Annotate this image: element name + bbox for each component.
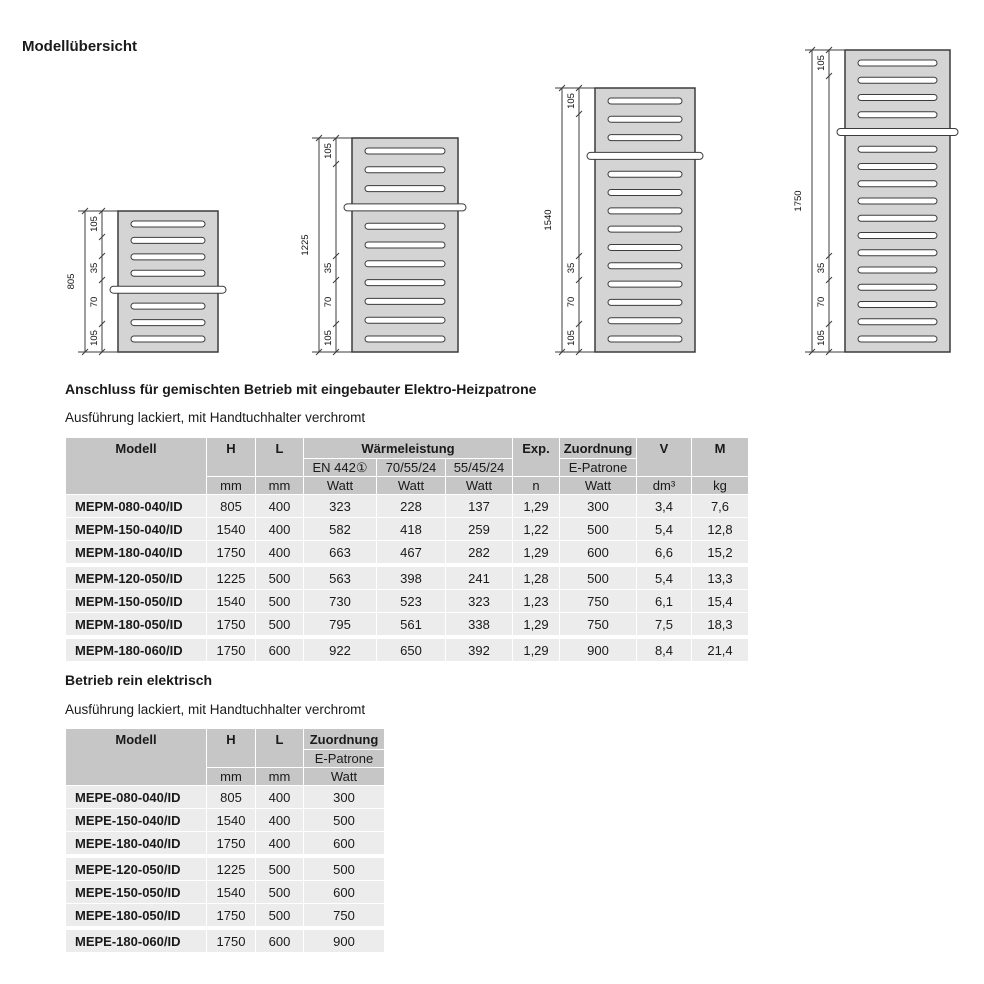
towel-bar (344, 204, 466, 211)
value-cell-ep: 900 (304, 930, 384, 952)
value-cell-w5545: 323 (446, 590, 512, 612)
mixed-operation-table-body (66, 495, 748, 661)
radiator-slot (858, 250, 937, 256)
dimension-label: 105 (323, 143, 334, 159)
value-cell-exp: 1,29 (513, 541, 559, 563)
table-row (66, 495, 748, 517)
value-cell-m: 12,8 (692, 518, 748, 540)
radiator-slot (365, 317, 445, 323)
unit-watt: Watt (446, 477, 512, 494)
value-cell-m: 7,6 (692, 495, 748, 517)
value-cell-m: 15,2 (692, 541, 748, 563)
value-cell-m: 18,3 (692, 613, 748, 635)
unit-mm: mm (256, 768, 303, 785)
radiator-slot (608, 244, 682, 250)
radiator-slot (858, 267, 937, 273)
value-cell-l: 500 (256, 613, 303, 635)
radiator-slot (131, 221, 205, 227)
radiator-slot (858, 302, 937, 308)
radiator-diagram (300, 135, 466, 355)
model-cell: MEPM-180-060/ID (66, 639, 206, 661)
table-row (66, 518, 748, 540)
col-header-modell: Modell (66, 438, 206, 494)
model-cell: MEPM-150-040/ID (66, 518, 206, 540)
value-cell-ep: 750 (560, 613, 636, 635)
radiator-slot (365, 148, 445, 154)
unit-mm: mm (207, 768, 255, 785)
value-cell-l: 400 (256, 541, 303, 563)
value-cell-w5545: 241 (446, 567, 512, 589)
group-divider (66, 855, 384, 857)
radiator-slot (131, 270, 205, 276)
unit-dm3: dm³ (637, 477, 691, 494)
table-row (66, 590, 748, 612)
value-cell-h: 1750 (207, 613, 255, 635)
radiator-slot (608, 299, 682, 305)
value-cell-ep: 750 (560, 590, 636, 612)
value-cell-h: 1540 (207, 809, 255, 831)
table-row (66, 541, 748, 563)
radiator-slot (858, 233, 937, 239)
value-cell-ep: 900 (560, 639, 636, 661)
value-cell-ep: 500 (560, 567, 636, 589)
col-header-l: L (256, 438, 303, 476)
section1-heading: Anschluss für gemischten Betrieb mit eingebauter Elektro-Heizpatrone (65, 381, 537, 397)
value-cell-m: 21,4 (692, 639, 748, 661)
value-cell-ep: 500 (560, 518, 636, 540)
radiator-slot (608, 116, 682, 122)
value-cell-w5545: 282 (446, 541, 512, 563)
table-row (66, 904, 384, 926)
section2-subheading: Ausführung lackiert, mit Handtuchhalter verchromt (65, 702, 366, 717)
value-cell-h: 1540 (207, 590, 255, 612)
col-header-h: H (207, 729, 255, 767)
section1-subheading: Ausführung lackiert, mit Handtuchhalter verchromt (65, 410, 366, 425)
value-cell-l: 500 (256, 858, 303, 880)
value-cell-v: 3,4 (637, 495, 691, 517)
radiator-slot (858, 198, 937, 204)
value-cell-l: 500 (256, 881, 303, 903)
radiator-diagrams (0, 0, 984, 372)
value-cell-h: 805 (207, 495, 255, 517)
col-header-zuordnung: Zuordnung (304, 729, 384, 749)
page-title: Modellübersicht (22, 38, 138, 55)
value-cell-en442: 582 (304, 518, 376, 540)
unit-watt: Watt (377, 477, 445, 494)
radiator-slot (858, 60, 937, 66)
dimension-label: 35 (89, 262, 100, 274)
radiator-slot (131, 237, 205, 243)
radiator-slot (608, 135, 682, 141)
dimension-label: 70 (816, 296, 827, 308)
radiator-slot (858, 215, 937, 221)
table-row (66, 639, 748, 661)
value-cell-v: 7,5 (637, 613, 691, 635)
value-cell-l: 400 (256, 809, 303, 831)
radiator-slot (608, 336, 682, 342)
table-row (66, 809, 384, 831)
value-cell-h: 805 (207, 786, 255, 808)
dimension-label: 35 (323, 262, 334, 274)
radiator-slot (608, 190, 682, 196)
dimension-label: 35 (816, 262, 827, 274)
mixed-operation-table (65, 437, 749, 662)
value-cell-v: 6,1 (637, 590, 691, 612)
dimension-label: 105 (816, 330, 827, 346)
value-cell-exp: 1,29 (513, 495, 559, 517)
group-divider (66, 927, 384, 929)
col-header-modell: Modell (66, 729, 206, 785)
value-cell-en442: 795 (304, 613, 376, 635)
col-header-h: H (207, 438, 255, 476)
radiator-slot (608, 98, 682, 104)
radiator-slot (608, 171, 682, 177)
value-cell-en442: 730 (304, 590, 376, 612)
value-cell-l: 600 (256, 930, 303, 952)
col-header-v: V (637, 438, 691, 476)
value-cell-exp: 1,29 (513, 639, 559, 661)
unit-n: n (513, 477, 559, 494)
table-row (66, 567, 748, 589)
radiator-slot (608, 226, 682, 232)
radiator-slot (365, 167, 445, 173)
dimension-label: 105 (323, 330, 334, 346)
model-cell: MEPE-180-060/ID (66, 930, 206, 952)
value-cell-h: 1750 (207, 832, 255, 854)
value-cell-ep: 300 (560, 495, 636, 517)
unit-mm: mm (256, 477, 303, 494)
radiator-slot (608, 263, 682, 269)
col-header-l: L (256, 729, 303, 767)
dimension-label: 70 (323, 296, 334, 308)
radiator-body (118, 211, 218, 352)
value-cell-m: 15,4 (692, 590, 748, 612)
value-cell-exp: 1,23 (513, 590, 559, 612)
table-row (66, 832, 384, 854)
value-cell-ep: 750 (304, 904, 384, 926)
value-cell-h: 1540 (207, 518, 255, 540)
col-header-zuordnung: Zuordnung (560, 438, 636, 458)
towel-bar (110, 286, 226, 293)
radiator-slot (365, 336, 445, 342)
radiator-slot (131, 336, 205, 342)
value-cell-l: 500 (256, 567, 303, 589)
radiator-slot (131, 320, 205, 326)
col-header-epatrone: E-Patrone (560, 459, 636, 476)
col-header-waermeleistung: Wärmeleistung (304, 438, 512, 458)
value-cell-l: 400 (256, 786, 303, 808)
value-cell-l: 500 (256, 904, 303, 926)
dimension-label: 105 (816, 55, 827, 71)
dimension-label: 105 (566, 330, 577, 346)
value-cell-w7055: 561 (377, 613, 445, 635)
radiator-slot (365, 298, 445, 304)
value-cell-w5545: 137 (446, 495, 512, 517)
value-cell-h: 1225 (207, 858, 255, 880)
table-row (66, 858, 384, 880)
towel-bar (837, 129, 958, 136)
radiator-diagram (793, 47, 958, 355)
model-cell: MEPE-180-050/ID (66, 904, 206, 926)
radiator-slot (858, 112, 937, 118)
section2-heading: Betrieb rein elektrisch (65, 672, 213, 688)
value-cell-exp: 1,28 (513, 567, 559, 589)
dimension-label: 35 (566, 262, 577, 274)
unit-watt: Watt (304, 477, 376, 494)
radiator-slot (858, 77, 937, 83)
radiator-slot (365, 242, 445, 248)
value-cell-h: 1225 (207, 567, 255, 589)
value-cell-w5545: 259 (446, 518, 512, 540)
value-cell-l: 400 (256, 495, 303, 517)
radiator-slot (608, 281, 682, 287)
radiator-slot (858, 164, 937, 170)
value-cell-h: 1750 (207, 541, 255, 563)
radiator-slot (365, 261, 445, 267)
radiator-slot (858, 95, 937, 101)
value-cell-w7055: 523 (377, 590, 445, 612)
model-cell: MEPE-080-040/ID (66, 786, 206, 808)
radiator-slot (858, 146, 937, 152)
radiator-diagram (66, 208, 226, 355)
value-cell-h: 1750 (207, 639, 255, 661)
dimension-label: 70 (566, 296, 577, 308)
value-cell-ep: 500 (304, 809, 384, 831)
value-cell-en442: 663 (304, 541, 376, 563)
value-cell-l: 600 (256, 639, 303, 661)
towel-bar (587, 152, 703, 159)
value-cell-l: 400 (256, 518, 303, 540)
col-header-m: M (692, 438, 748, 476)
value-cell-w7055: 398 (377, 567, 445, 589)
col-header-en442: EN 442① (304, 459, 376, 476)
dimension-label: 1540 (543, 209, 554, 231)
model-cell: MEPM-180-040/ID (66, 541, 206, 563)
radiator-slot (608, 208, 682, 214)
value-cell-l: 500 (256, 590, 303, 612)
value-cell-w5545: 392 (446, 639, 512, 661)
dimension-label: 1225 (300, 234, 311, 256)
radiator-slot (365, 186, 445, 192)
radiator-slot (365, 280, 445, 286)
col-header-55-45-24: 55/45/24 (446, 459, 512, 476)
radiator-slot (131, 303, 205, 309)
radiator-body (595, 88, 695, 352)
value-cell-w7055: 228 (377, 495, 445, 517)
value-cell-ep: 600 (560, 541, 636, 563)
value-cell-h: 1750 (207, 930, 255, 952)
value-cell-v: 5,4 (637, 518, 691, 540)
table-row (66, 930, 384, 952)
radiator-slot (131, 254, 205, 260)
value-cell-exp: 1,29 (513, 613, 559, 635)
radiator-slot (858, 336, 937, 342)
dimension-label: 105 (89, 330, 100, 346)
group-divider (66, 636, 748, 638)
value-cell-ep: 300 (304, 786, 384, 808)
radiator-slot (858, 319, 937, 325)
col-header-epatrone: E-Patrone (304, 750, 384, 767)
dimension-label: 805 (66, 273, 77, 290)
value-cell-w7055: 467 (377, 541, 445, 563)
radiator-slot (858, 181, 937, 187)
value-cell-exp: 1,22 (513, 518, 559, 540)
model-cell: MEPM-180-050/ID (66, 613, 206, 635)
value-cell-w7055: 418 (377, 518, 445, 540)
value-cell-w5545: 338 (446, 613, 512, 635)
model-cell: MEPE-180-040/ID (66, 832, 206, 854)
value-cell-v: 6,6 (637, 541, 691, 563)
value-cell-l: 400 (256, 832, 303, 854)
electric-only-table (65, 728, 385, 953)
value-cell-v: 5,4 (637, 567, 691, 589)
radiator-slot (365, 223, 445, 229)
table-row (66, 786, 384, 808)
dimension-label: 1750 (793, 190, 804, 212)
unit-kg: kg (692, 477, 748, 494)
model-cell: MEPE-150-040/ID (66, 809, 206, 831)
model-cell: MEPM-120-050/ID (66, 567, 206, 589)
model-cell: MEPE-150-050/ID (66, 881, 206, 903)
col-header-exp: Exp. (513, 438, 559, 476)
value-cell-en442: 922 (304, 639, 376, 661)
value-cell-en442: 563 (304, 567, 376, 589)
value-cell-v: 8,4 (637, 639, 691, 661)
group-divider (66, 564, 748, 566)
table-row (66, 881, 384, 903)
value-cell-en442: 323 (304, 495, 376, 517)
model-cell: MEPM-150-050/ID (66, 590, 206, 612)
col-header-70-55-24: 70/55/24 (377, 459, 445, 476)
value-cell-ep: 600 (304, 832, 384, 854)
table-row (66, 613, 748, 635)
radiator-slot (858, 284, 937, 290)
model-cell: MEPE-120-050/ID (66, 858, 206, 880)
dimension-label: 105 (89, 216, 100, 232)
radiator-slot (608, 318, 682, 324)
dimension-label: 105 (566, 93, 577, 109)
value-cell-ep: 600 (304, 881, 384, 903)
value-cell-w7055: 650 (377, 639, 445, 661)
value-cell-ep: 500 (304, 858, 384, 880)
value-cell-h: 1540 (207, 881, 255, 903)
value-cell-h: 1750 (207, 904, 255, 926)
model-cell: MEPM-080-040/ID (66, 495, 206, 517)
unit-watt: Watt (304, 768, 384, 785)
electric-only-table-body (66, 786, 384, 952)
dimension-label: 70 (89, 296, 100, 308)
radiator-diagram (543, 85, 703, 355)
unit-mm: mm (207, 477, 255, 494)
unit-watt: Watt (560, 477, 636, 494)
value-cell-m: 13,3 (692, 567, 748, 589)
